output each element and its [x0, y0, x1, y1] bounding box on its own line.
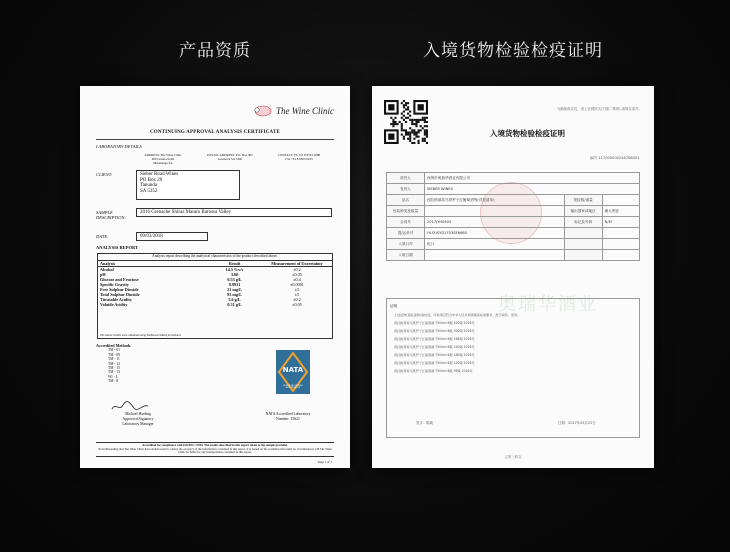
method-item: TM - 01	[108, 348, 120, 353]
nata-badge	[276, 350, 310, 399]
certificate-title: 入境货物检验检疫证明	[490, 129, 565, 138]
table-note: The above results were obtained using NATA accredited procedures	[100, 333, 182, 337]
field-label: 报检数/重量	[564, 195, 602, 206]
lab-postal-line: POSTAL ADDRESS: P.O. Box 405	[207, 153, 253, 157]
heading-entry-inspection-certificate: 入境货物检验检疫证明	[423, 41, 603, 61]
lab-contact	[266, 153, 332, 161]
table-row	[98, 302, 332, 307]
signatory-line: Laboratory Manager	[122, 422, 154, 426]
analysis-uncertainty: ±0.05	[292, 302, 302, 307]
field-label	[564, 239, 602, 250]
analysis-result: 93 mg/L	[227, 292, 242, 297]
table-row	[387, 228, 640, 239]
report-description: Analysis report describing the analytical characteristics of the product described above.	[97, 253, 333, 261]
analysis-table	[98, 261, 332, 307]
table-row	[387, 239, 640, 250]
cert-no-value: 117000000246786001	[598, 156, 640, 160]
certificate-table	[386, 172, 640, 261]
lab-contact-line: Fax +61 8 8563 0223	[285, 157, 313, 161]
client-line: Sieber Road Wines	[140, 172, 179, 177]
lab-postal-line: Greenock SA 5360	[217, 157, 243, 161]
wine-clinic-logo	[253, 104, 334, 118]
remark-line: 上述货物(商品)经检验检疫，所检项目符合中华人民共和国国家标准要求，准予销售、使用。	[394, 313, 521, 317]
field-value: N/M	[602, 217, 639, 228]
field-label: 合同号	[387, 217, 425, 228]
analysis-name: Total Sulphur Dioxide	[100, 292, 140, 297]
analysis-result: 14.5 %v/v	[225, 267, 244, 272]
field-label	[564, 228, 602, 239]
remark-line: 西拉格那希马塔罗干红葡萄酒 750ml×6瓶 120箱 2016年	[394, 361, 475, 365]
method-item: WI - 4	[108, 374, 118, 379]
cert-no-label: 编号	[590, 156, 598, 160]
sample-box: 2016 Grenache Shiraz Mataro Barossa Valley	[136, 208, 332, 217]
field-value: 蛇口	[425, 239, 565, 250]
remark-line: 西拉格那希马塔罗干红葡萄酒 750ml×6瓶 96箱 2016年	[394, 369, 473, 373]
signatory-block	[108, 412, 168, 427]
field-value: SIEBER WINES	[425, 184, 640, 195]
sample-label: SAMPLE DESCRIPTION:	[96, 210, 126, 220]
field-label: 入境口岸	[387, 239, 425, 250]
nata-subtext: WORLD RECOGNISED ACCREDITATION	[283, 385, 303, 389]
lab-address-line: 900 Greenock Rd	[151, 157, 175, 161]
disclaimer-line: Accredited for compliance with ISO/IEC 17025. The results described in this report relate to the sample provided.	[142, 443, 288, 447]
field-label: 品名	[387, 195, 425, 206]
table-row	[387, 217, 640, 228]
col-analysis: Analysis	[98, 261, 207, 267]
field-value	[425, 206, 565, 217]
signatory-line: Approved Signatory	[122, 417, 154, 421]
remarks-label: 证明	[390, 304, 398, 308]
qr-code-icon	[384, 100, 428, 144]
issue-date: 日期：2017年05月25日	[558, 421, 596, 425]
analysis-result: 3.60	[230, 272, 239, 277]
verification-note: 为确保真实性，请上官网核实(扫描二维码),请保存原件。	[556, 107, 642, 111]
signature-label: 签字：陈诚	[416, 421, 433, 425]
analysis-name: Volatile Acidity	[100, 302, 128, 307]
analysis-name: Glucose and Fructose	[100, 277, 139, 282]
client-line: Tanunda	[140, 183, 158, 189]
field-label: 入境日期	[387, 250, 425, 261]
analysis-result: 21 mg/L	[227, 287, 242, 292]
analysis-uncertainty: ±0.0001	[290, 282, 304, 287]
remark-line: 西拉格那希马塔罗干红葡萄酒 750ml×6瓶 180箱 2016年	[394, 353, 475, 357]
signature-scribble-icon	[110, 400, 150, 412]
client-line: PO Box 20	[140, 177, 163, 183]
remark-line: 西拉格那希马塔罗干红葡萄酒 750ml×6瓶 240箱 2016年	[394, 345, 475, 349]
method-item: TM - 13	[108, 370, 120, 375]
field-value	[602, 239, 639, 250]
col-uncertainty: Measurement of Uncertainty	[262, 261, 332, 267]
field-label: 包装种类及数量	[387, 206, 425, 217]
nata-lab-line: NATA Accredited Laboratory	[265, 412, 311, 416]
field-value: 深圳市奥瑞华酒业有限公司	[425, 173, 640, 184]
method-item: TM - 12	[108, 361, 120, 366]
field-value: 2017JYH0405	[425, 217, 565, 228]
analysis-result: 0.31 g/L	[227, 302, 242, 307]
analysis-uncertainty: ±0.2	[293, 297, 301, 302]
analysis-uncertainty: ±0.2	[293, 267, 301, 272]
client-label: CLIENT:	[96, 172, 113, 177]
field-label: 输出国家或地区	[564, 206, 602, 217]
methods-label: Accredited Methods	[96, 343, 131, 348]
lab-address	[132, 153, 194, 165]
heading-product-qualification: 产品资质	[179, 41, 251, 61]
watermark-text: 奥瑞华酒业	[498, 294, 598, 315]
table-row	[387, 184, 640, 195]
analysis-name: Titratable Acidity	[100, 297, 132, 302]
field-value: 西拉格那希马塔罗干红葡萄酒等(详见清单)	[425, 195, 565, 206]
page-number: Page 1 of 1	[317, 460, 332, 464]
analysis-name: Specific Gravity	[100, 282, 129, 287]
analysis-name: Alcohol	[100, 267, 114, 272]
laboratory-details-label: LABORATORY DETAILS	[96, 144, 142, 149]
analysis-name: pH	[100, 272, 106, 277]
remark-line: 西拉格那希马塔罗干红葡萄酒 750ml×6瓶 420箱 2016年	[394, 321, 475, 325]
lab-postal	[200, 153, 260, 161]
lab-address-line: Marananga SA	[153, 161, 173, 165]
field-label: 标记及号码	[564, 217, 602, 228]
entry-inspection-certificate[interactable]	[372, 86, 654, 468]
disclaimer	[96, 442, 334, 457]
analysis-uncertainty: ±5	[294, 292, 300, 297]
logo-text: The Wine Clinic	[276, 106, 334, 116]
remark-line: 西拉格那希马塔罗干红葡萄酒 750ml×6瓶 168箱 2016年	[394, 337, 475, 341]
analysis-result: 5.6 g/L	[228, 297, 241, 302]
signatory-line: Michael Harding	[125, 412, 151, 416]
divider	[96, 139, 334, 140]
field-label	[564, 250, 602, 261]
client-line: SA 5352	[140, 188, 158, 194]
sheep-logo-icon	[253, 104, 273, 118]
analysis-result: 0.9931	[228, 282, 241, 287]
lab-contact-line: CONTACT: Ph +61 8 8563 0288	[277, 153, 321, 157]
accredited-methods	[96, 344, 130, 384]
analysis-name: Free Sulphur Dioxide	[100, 287, 139, 292]
method-item: TM - 11	[108, 357, 120, 362]
method-item: TM - 8	[108, 379, 119, 384]
field-label: 收货人	[387, 173, 425, 184]
certificate-number	[590, 156, 640, 161]
analysis-uncertainty: ±5	[294, 287, 300, 292]
bottom-note: 以第三联存	[504, 455, 522, 459]
nata-lab-block	[248, 412, 328, 422]
field-value: 澳大利亚	[602, 206, 639, 217]
disclaimer-line: Notwithstanding that The Wine Clinic have endeavoured to ensure the accuracy of the information contained in this report, it is issued on the condition that under no circumstances will The Wine Clinic be liable for any interpretation contained in this report.	[98, 446, 332, 455]
lab-address-line: ADDRESS: The Wine Clinic	[144, 153, 182, 157]
col-result: Result	[207, 261, 262, 267]
method-item: TM - 09	[108, 352, 120, 357]
method-item: TM - 15	[108, 366, 120, 371]
field-value	[602, 250, 639, 261]
field-label: 提/运单号	[387, 228, 425, 239]
field-value	[602, 228, 639, 239]
certificate-title: CONTINUING APPROVAL ANALYSIS CERTIFICATE	[149, 130, 281, 135]
table-row	[387, 250, 640, 261]
date-label: DATE:	[96, 234, 109, 239]
field-value	[602, 195, 639, 206]
nata-text: NATA	[282, 366, 304, 374]
client-box	[136, 170, 240, 200]
analysis-uncertainty: ±0.05	[292, 272, 302, 277]
field-label: 发货人	[387, 184, 425, 195]
lab-analysis-certificate[interactable]	[80, 86, 350, 468]
analysis-report-label: ANALYSIS REPORT	[96, 245, 139, 250]
field-value: HLCUSYD1703SE6660	[425, 228, 565, 239]
analysis-result: 0.53 g/L	[227, 277, 242, 282]
nata-lab-line: Number: 15621	[276, 417, 300, 421]
table-row	[387, 195, 640, 206]
table-row	[387, 206, 640, 217]
field-value	[425, 250, 565, 261]
table-row	[387, 173, 640, 184]
date-box: 09/03/2018	[136, 232, 208, 241]
remark-line: 西拉格那希马塔罗干红葡萄酒 750ml×6瓶 300箱 2016年	[394, 329, 475, 333]
analysis-uncertainty: ±0.4	[293, 277, 301, 282]
